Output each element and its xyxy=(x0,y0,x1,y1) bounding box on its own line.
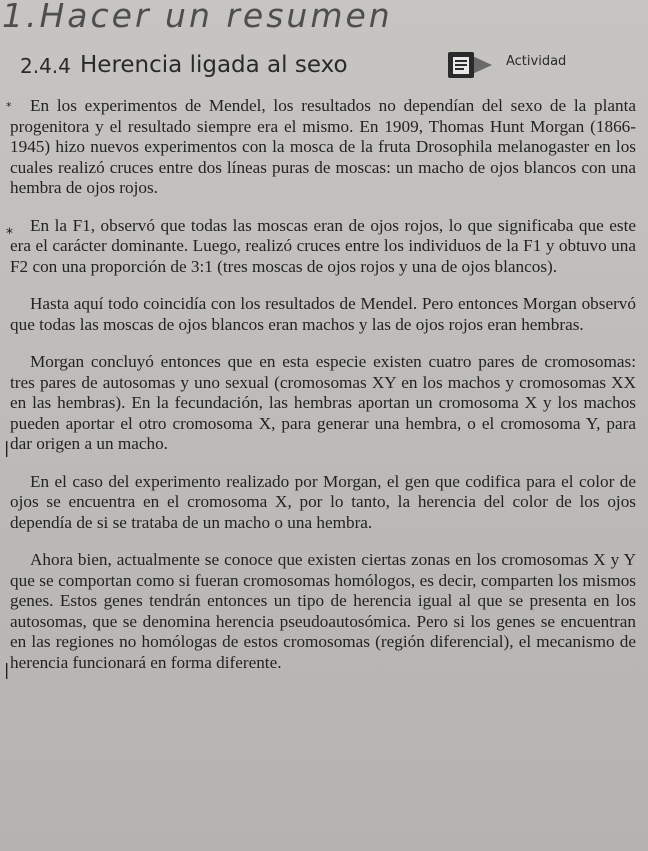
activity-label: Actividad xyxy=(506,54,567,69)
pencil-mark: | xyxy=(4,660,10,679)
handwritten-note: 1.Hacer un resumen xyxy=(2,0,393,35)
pencil-mark: * xyxy=(6,226,13,242)
pencil-mark: * xyxy=(6,100,12,113)
paragraph-5: En el caso del experimento realizado por Morgan, el gen que codifica para el color de ojos se encuentra en el cromosoma X, por lo tanto, la herencia del color de los ojos dependía de si se trataba de un macho o una hembra. xyxy=(10,471,636,532)
section-number: 2.4.4 xyxy=(20,54,71,78)
section-header xyxy=(18,50,638,90)
paragraph-1: En los experimentos de Mendel, los resultados no dependían del sexo de la planta progenitora y el resultado siempre era el mismo. En 1909, Thomas Hunt Morgan (1866-1945) hizo nuevos experimentos con la mosca de la fruta Drosophila melanogaster en los cuales realizó cruces entre dos líneas puras de moscas: un macho de ojos blancos con una hembra de ojos rojos. xyxy=(10,96,636,197)
section-title: Herencia ligada al sexo xyxy=(80,52,348,78)
pencil-mark: | xyxy=(4,438,10,457)
paragraph-6: Ahora bien, actualmente se conoce que existen ciertas zonas en los cromosomas X y Y que se comportan como si fueran cromosomas homólogos, es decir, comparten los mismos genes. Estos genes tendrán entonces un tipo de herencia igual al que se presenta en los autosomas, que se denomina herencia pseudoautosómica. Pero si los genes se encuentran en las regiones no homólogas de estos cromosomas (región diferencial), el mecanismo de herencia funcionará en forma diferente. xyxy=(10,550,636,672)
paragraph-3: Hasta aquí todo coincidía con los resultados de Mendel. Pero entonces Morgan observó que todas las moscas de ojos blancos eran machos y las de ojos rojos eran hembras. xyxy=(10,294,636,334)
paragraph-2: En la F1, observó que todas las moscas eran de ojos rojos, lo que significaba que este era el carácter dominante. Luego, realizó cruces entre los individuos de la F1 y obtuvo una F2 con una proporción de 3:1 (tres moscas de ojos rojos y una de ojos blancos). xyxy=(10,215,636,276)
book-icon xyxy=(438,50,496,80)
paragraph-4: Morgan concluyó entonces que en esta especie existen cuatro pares de cromosomas: tres pares de autosomas y uno sexual (cromosomas XY en los machos y cromosomas XX en las hembras). En la fecundación, las hembras aportan un cromosoma X y los machos pueden aportar el otro cromosoma X, para generar una hembra, o el cromosoma Y, para dar origen a un macho. xyxy=(10,352,636,453)
section-body xyxy=(10,96,636,690)
